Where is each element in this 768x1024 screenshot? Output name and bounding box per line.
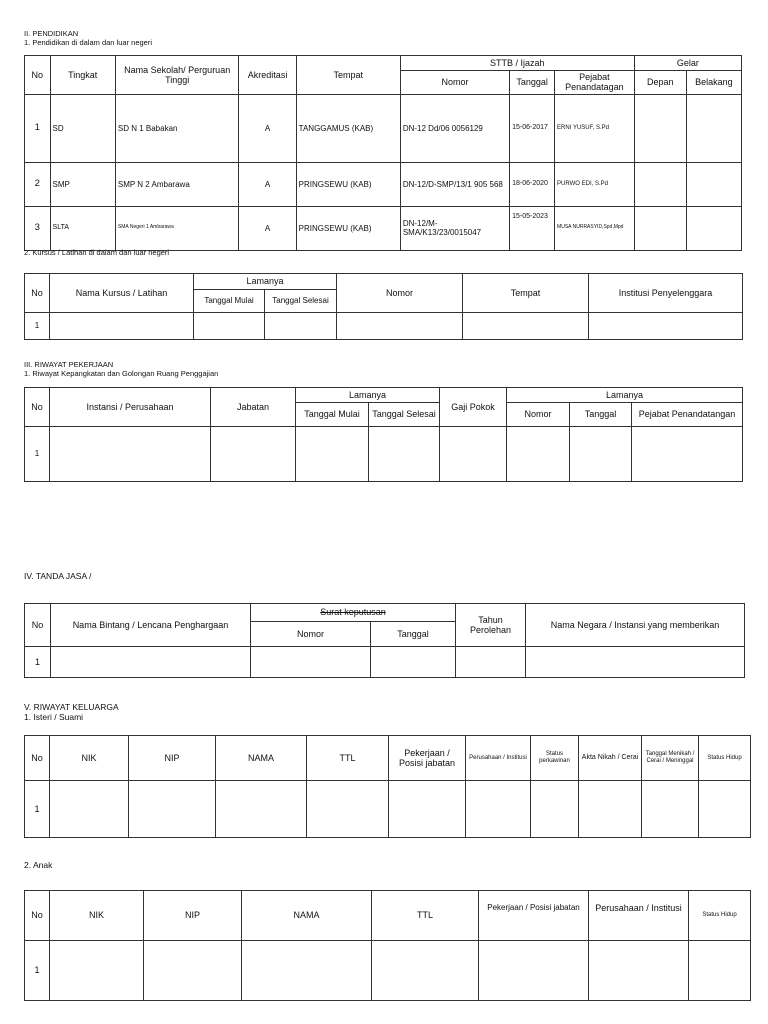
row-pejabat: PURWO EDI, S.Pd xyxy=(555,162,635,206)
col-no: No xyxy=(25,604,51,647)
col-ttl: TTL xyxy=(307,736,389,781)
col-no: No xyxy=(25,891,50,941)
row-tempat: TANGGAMUS (KAB) xyxy=(296,94,400,162)
row-depan xyxy=(634,162,686,206)
col-status-perkawinan: Status perkawinan xyxy=(531,736,579,781)
col-tempat: Tempat xyxy=(463,274,589,313)
table-row xyxy=(25,427,743,482)
row-belakang xyxy=(686,162,741,206)
col-lamanya: Lamanya xyxy=(296,388,440,403)
pendidikan-title: II. PENDIDIKAN xyxy=(24,29,79,38)
col-lamanya: Lamanya xyxy=(194,274,337,290)
col-nip: NIP xyxy=(129,736,216,781)
row-tingkat: SMP xyxy=(50,162,115,206)
col-pekerjaan: Pekerjaan / Posisi jabatan xyxy=(389,736,466,781)
col-nik: NIK xyxy=(50,891,144,941)
col-tempat: Tempat xyxy=(296,56,400,95)
col-perusahaan: Perusahaan / Institusi xyxy=(466,736,531,781)
col-tanggal-menikah: Tanggal Menikah / Cerai / Meninggal xyxy=(642,736,699,781)
col-nama: NAMA xyxy=(216,736,307,781)
col-nomor: Nomor xyxy=(400,71,509,95)
pendidikan-section xyxy=(24,29,152,47)
row-nama-sekolah: SD N 1 Babakan xyxy=(115,94,239,162)
row-nomor: DN-12/M-SMA/K13/23/0015047 xyxy=(400,206,509,250)
col-nama-bintang: Nama Bintang / Lencana Penghargaan xyxy=(51,604,251,647)
kursus-table xyxy=(24,273,743,340)
col-nomor: Nomor xyxy=(507,403,570,427)
col-perusahaan: Perusahaan / Institusi xyxy=(589,891,689,941)
col-nama-negara: Nama Negara / Instansi yang memberikan xyxy=(526,604,745,647)
row-pejabat: MUSA NURRASYID,Spd,Mpd xyxy=(555,206,635,250)
col-akreditasi: Akreditasi xyxy=(239,56,296,95)
pekerjaan-table xyxy=(24,387,743,482)
col-belakang: Belakang xyxy=(686,71,741,95)
row-tanggal: 15-06-2017 xyxy=(510,94,555,162)
row-akreditasi: A xyxy=(239,162,296,206)
col-no: No xyxy=(25,56,51,95)
col-lamanya-sk: Lamanya xyxy=(507,388,743,403)
table-row xyxy=(25,647,745,678)
row-no: 1 xyxy=(25,647,51,678)
col-tahun-perolehan: Tahun Perolehan xyxy=(456,604,526,647)
col-pekerjaan: Pekerjaan / Posisi jabatan xyxy=(479,891,589,941)
table-row xyxy=(25,313,743,340)
row-depan xyxy=(634,206,686,250)
col-status-hidup: Status Hidup xyxy=(689,891,751,941)
row-tempat: PRINGSEWU (KAB) xyxy=(296,206,400,250)
row-depan xyxy=(634,94,686,162)
anak-table xyxy=(24,890,751,1001)
col-sttb: STTB / Ijazah xyxy=(400,56,634,71)
col-no: No xyxy=(25,388,50,427)
row-nomor: DN-12 Dd/06 0056129 xyxy=(400,94,509,162)
row-no: 3 xyxy=(25,206,51,250)
col-pejabat: Pejabat Penandatagan xyxy=(555,71,635,95)
col-tanggal-selesai: Tanggal Selesai xyxy=(369,403,440,427)
col-pejabat: Pejabat Penandatangan xyxy=(632,403,743,427)
col-nik: NIK xyxy=(50,736,129,781)
row-tempat: PRINGSEWU (KAB) xyxy=(296,162,400,206)
row-pejabat: ERNI YUSUF, S.Pd xyxy=(555,94,635,162)
col-tanggal: Tanggal xyxy=(510,71,555,95)
col-tingkat: Tingkat xyxy=(50,56,115,95)
col-nama-kursus: Nama Kursus / Latihan xyxy=(50,274,194,313)
row-tanggal: 18-06-2020 xyxy=(510,162,555,206)
row-belakang xyxy=(686,206,741,250)
table-row xyxy=(25,781,751,838)
col-tanggal: Tanggal xyxy=(371,622,456,647)
pekerjaan-subtitle: 1. Riwayat Kepangkatan dan Golongan Ruang Penggajian xyxy=(24,369,219,378)
row-nama-sekolah: SMP N 2 Ambarawa xyxy=(115,162,239,206)
col-instansi: Instansi / Perusahaan xyxy=(50,388,211,427)
keluarga-title: V. RIWAYAT KELUARGA xyxy=(24,702,119,712)
row-tingkat: SLTA xyxy=(50,206,115,250)
col-gelar: Gelar xyxy=(634,56,741,71)
col-tanggal-selesai: Tanggal Selesai xyxy=(265,290,337,313)
kursus-subtitle: 2. Kursus / Latihan di dalam dan luar negeri xyxy=(24,248,170,257)
col-gaji-pokok: Gaji Pokok xyxy=(440,388,507,427)
row-tanggal: 15-05-2023 xyxy=(510,206,555,250)
col-nama: NAMA xyxy=(242,891,372,941)
row-akreditasi: A xyxy=(239,206,296,250)
col-status-hidup: Status Hidup xyxy=(699,736,751,781)
row-tingkat: SD xyxy=(50,94,115,162)
col-surat-keputusan: Surat keputusan xyxy=(251,604,456,622)
col-institusi: Institusi Penyelenggara xyxy=(589,274,743,313)
col-nama-sekolah: Nama Sekolah/ Perguruan Tinggi xyxy=(115,56,239,95)
anak-subtitle: 2. Anak xyxy=(24,860,53,870)
col-nomor: Nomor xyxy=(337,274,463,313)
pekerjaan-section xyxy=(24,360,218,378)
col-akta-nikah: Akta Nikah / Cerai xyxy=(579,736,642,781)
keluarga-section xyxy=(24,702,119,722)
col-depan: Depan xyxy=(634,71,686,95)
row-nama-sekolah: SMA Negeri 1 Ambarawa xyxy=(115,206,239,250)
isteri-suami-table xyxy=(24,735,751,838)
table-row xyxy=(25,162,742,206)
table-row xyxy=(25,94,742,162)
row-no: 1 xyxy=(25,313,50,340)
row-no: 1 xyxy=(25,427,50,482)
col-nip: NIP xyxy=(144,891,242,941)
pendidikan-table xyxy=(24,55,742,251)
row-belakang xyxy=(686,94,741,162)
row-akreditasi: A xyxy=(239,94,296,162)
keluarga-subtitle: 1. Isteri / Suami xyxy=(24,712,84,722)
pendidikan-subtitle: 1. Pendidikan di dalam dan luar negeri xyxy=(24,38,153,47)
row-nomor: DN-12/D-SMP/13/1 905 568 xyxy=(400,162,509,206)
col-tanggal: Tanggal xyxy=(570,403,632,427)
col-nomor: Nomor xyxy=(251,622,371,647)
pekerjaan-title: III. RIWAYAT PEKERJAAN xyxy=(24,360,114,369)
table-row xyxy=(25,206,742,250)
col-tanggal-mulai: Tanggal Mulai xyxy=(194,290,265,313)
tanda-jasa-table xyxy=(24,603,745,678)
col-no: No xyxy=(25,736,50,781)
col-tanggal-mulai: Tanggal Mulai xyxy=(296,403,369,427)
row-no: 1 xyxy=(25,941,50,1001)
table-row xyxy=(25,941,751,1001)
row-no: 1 xyxy=(25,781,50,838)
row-no: 2 xyxy=(25,162,51,206)
row-no: 1 xyxy=(25,94,51,162)
col-no: No xyxy=(25,274,50,313)
col-jabatan: Jabatan xyxy=(211,388,296,427)
col-ttl: TTL xyxy=(372,891,479,941)
tanda-jasa-title: IV. TANDA JASA / xyxy=(24,571,92,581)
